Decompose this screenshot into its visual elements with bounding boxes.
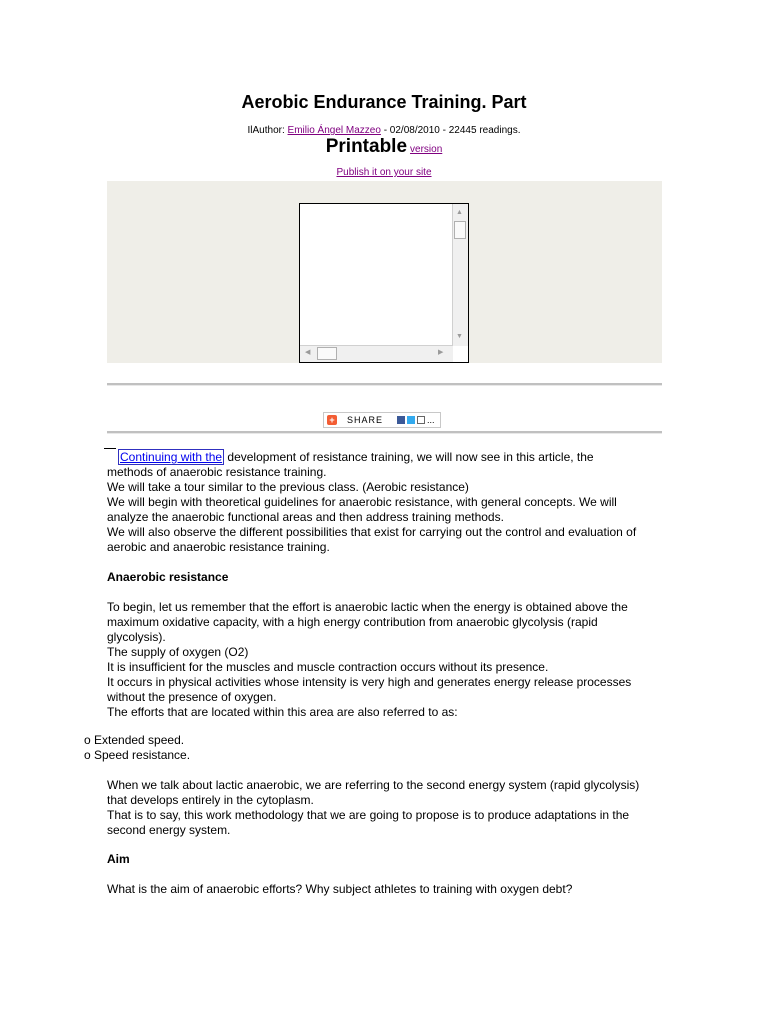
scroll-up-icon[interactable]: ▲ [456,209,463,216]
horizontal-scrollbar[interactable] [300,345,453,362]
vertical-scroll-thumb[interactable] [454,221,466,239]
section1-p5: The efforts that are located within this area are also referred to as: [107,705,458,719]
list-item: o Speed resistance. [84,748,191,762]
addthis-plus-icon: + [327,415,337,425]
intro-line2: methods of anaerobic resistance training. [107,465,327,479]
email-icon[interactable] [417,416,425,424]
section2-block [107,778,659,838]
section1-p4: It occurs in physical activities whose intensity is very high and generates energy release processes without the presence of oxygen. [107,675,632,704]
scroll-right-icon[interactable]: ▶ [438,349,444,356]
printable-label: Printable [325,136,408,157]
byline-suffix: - 02/08/2010 - 22445 readings. [380,125,521,136]
text-cursor-mark [104,448,116,449]
divider-bottom [107,431,662,434]
printable-version [0,136,768,158]
divider-top [107,383,662,386]
byline-prefix: IlAuthor: [247,125,288,136]
intro-line1: Continuing with the development of resistance training, we will now see in this article, the [120,450,594,464]
heading-anaerobic-resistance: Anaerobic resistance [107,570,229,584]
heading-aim: Aim [107,852,130,866]
aim-paragraph: What is the aim of anaerobic efforts? Why subject athletes to training with oxygen debt? [107,882,573,896]
horizontal-scroll-thumb[interactable] [317,347,337,360]
byline [0,125,768,136]
share-label: SHARE [347,415,384,425]
share-more[interactable]: ... [427,415,435,425]
efforts-list [84,733,190,763]
share-button[interactable] [323,412,441,428]
section1-p2: The supply of oxygen (O2) [107,645,249,659]
publish-link[interactable]: Publish it on your site [336,167,432,178]
section1-p1: To begin, let us remember that the effort is anaerobic lactic when the energy is obtained above the maximum oxidative capacity, with a high energy contribution from anaerobic glycolysis (rapid glycolysis). [107,600,628,644]
intro-p4: We will also observe the different possibilities that exist for carrying out the control and evaluation of aerobic and anaerobic resistance training. [107,525,637,554]
publish-area [0,167,768,178]
intro-block [107,450,667,555]
vertical-scrollbar[interactable] [452,204,468,346]
section2-p2: That is to say, this work methodology that we are going to propose is to produce adaptations in the second energy system. [107,808,630,837]
intro-p3: We will begin with theoretical guidelines for anaerobic resistance, with general concepts. We will analyze the anaerobic functional areas and then address training methods. [107,495,617,524]
scroll-left-icon[interactable]: ◀ [305,349,311,356]
embed-code-textarea[interactable] [299,203,469,363]
continuing-link[interactable]: Continuing with the [120,450,223,464]
list-item: o Extended speed. [84,733,185,747]
scroll-down-icon[interactable]: ▼ [456,333,463,340]
article-title: Aerobic Endurance Training. Part [241,92,527,112]
section1-p3: It is insufficient for the muscles and muscle contraction occurs without its presence. [107,660,549,674]
twitter-icon[interactable] [407,416,415,424]
facebook-icon[interactable] [397,416,405,424]
section2-p1: When we talk about lactic anaerobic, we are referring to the second energy system (rapid glycolysis) that develops entirely in the cytoplasm. [107,778,640,807]
intro-p2: We will take a tour similar to the previous class. (Aerobic resistance) [107,480,469,494]
printable-version-link[interactable]: version [410,144,443,155]
section1-block [107,600,659,720]
author-link[interactable]: Emilio Ángel Mazzeo [287,125,381,136]
